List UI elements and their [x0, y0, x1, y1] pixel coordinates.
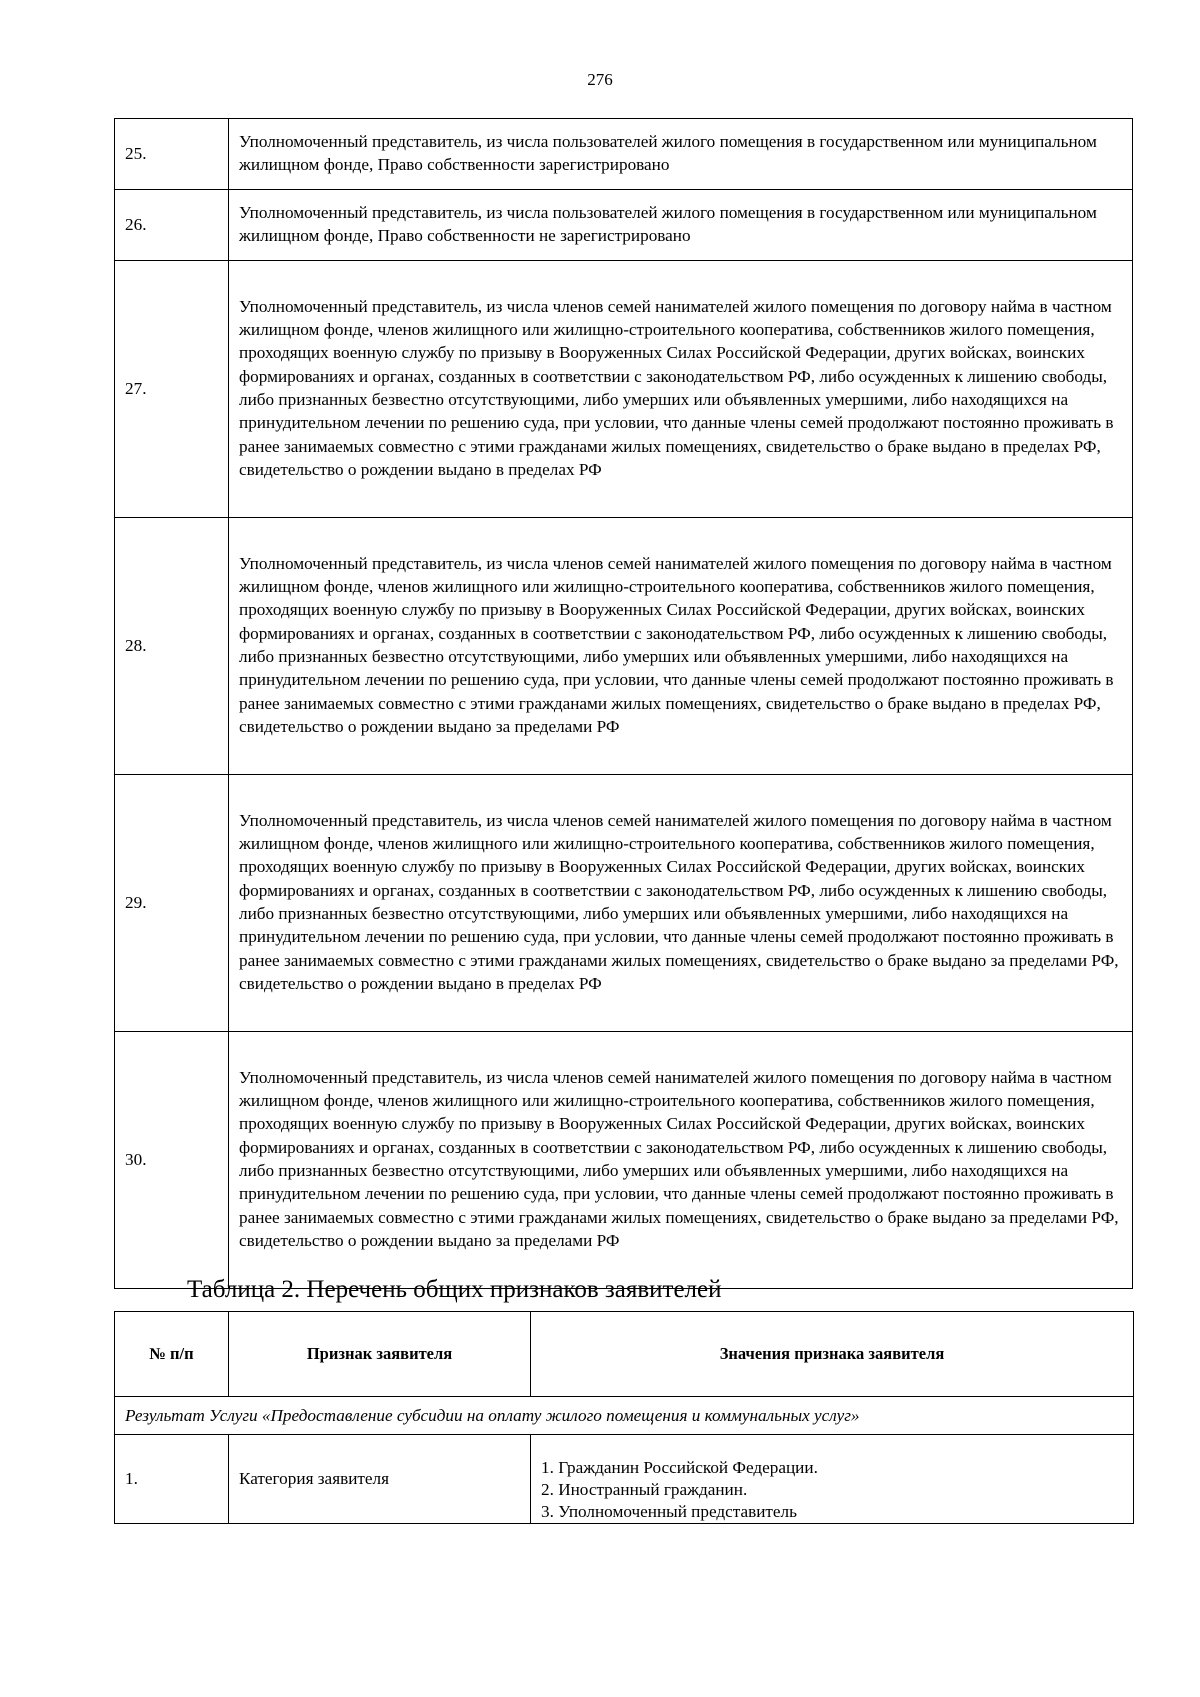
value-item: 2. Иностранный гражданин. [541, 1480, 748, 1499]
row-description: Уполномоченный представитель, из числа членов семей нанимателей жилого помещения по договору найма в частном жилищном фонде, членов жилищного или жилищно-строительного кооператива, собственников жилого помещения, проходящих военную службу по призыву в Вооруженных Силах Российской Федерации, других войсках, воинских формированиях и органах, созданных в соответствии с законодательством РФ, либо осужденных к лишению свободы, либо признанных безвестно отсутствующими, либо умерших или объявленных умершими, либо находящихся на принудительном лечении по решению суда, при условии, что данные члены семей продолжают постоянно проживать в ранее занимаемых совместно с этими гражданами жилых помещениях, свидетельство о браке выдано за пределами РФ, свидетельство о рождении выдано за пределами РФ [229, 1032, 1133, 1289]
table-row [115, 518, 1133, 775]
row-number: 1. [115, 1435, 229, 1524]
section-title: Результат Услуги «Предоставление субсидии на оплату жилого помещения и коммунальных услуг» [115, 1397, 1134, 1435]
row-number: 28. [115, 518, 229, 775]
header-values: Значения признака заявителя [531, 1312, 1134, 1397]
row-description: Уполномоченный представитель, из числа членов семей нанимателей жилого помещения по договору найма в частном жилищном фонде, членов жилищного или жилищно-строительного кооператива, собственников жилого помещения, проходящих военную службу по призыву в Вооруженных Силах Российской Федерации, других войсках, воинских формированиях и органах, созданных в соответствии с законодательством РФ, либо осужденных к лишению свободы, либо признанных безвестно отсутствующими, либо умерших или объявленных умершими, либо находящихся на принудительном лечении по решению суда, при условии, что данные члены семей продолжают постоянно проживать в ранее занимаемых совместно с этими гражданами жилых помещениях, свидетельство о браке выдано в пределах РФ, свидетельство о рождении выдано в пределах РФ [229, 261, 1133, 518]
value-item: 1. Гражданин Российской Федерации. [541, 1458, 818, 1477]
row-number: 29. [115, 775, 229, 1032]
row-number: 26. [115, 190, 229, 261]
section-row [115, 1397, 1134, 1435]
row-description: Уполномоченный представитель, из числа членов семей нанимателей жилого помещения по договору найма в частном жилищном фонде, членов жилищного или жилищно-строительного кооператива, собственников жилого помещения, проходящих военную службу по призыву в Вооруженных Силах Российской Федерации, других войсках, воинских формированиях и органах, созданных в соответствии с законодательством РФ, либо осужденных к лишению свободы, либо признанных безвестно отсутствующими, либо умерших или объявленных умершими, либо находящихся на принудительном лечении по решению суда, при условии, что данные члены семей продолжают постоянно проживать в ранее занимаемых совместно с этими гражданами жилых помещениях, свидетельство о браке выдано в пределах РФ, свидетельство о рождении выдано за пределами РФ [229, 518, 1133, 775]
row-number: 25. [115, 119, 229, 190]
row-number: 27. [115, 261, 229, 518]
table-row [115, 1435, 1134, 1524]
attribute-name: Категория заявителя [229, 1435, 531, 1524]
row-description: Уполномоченный представитель, из числа членов семей нанимателей жилого помещения по договору найма в частном жилищном фонде, членов жилищного или жилищно-строительного кооператива, собственников жилого помещения, проходящих военную службу по призыву в Вооруженных Силах Российской Федерации, других войсках, воинских формированиях и органах, созданных в соответствии с законодательством РФ, либо осужденных к лишению свободы, либо признанных безвестно отсутствующими, либо умерших или объявленных умершими, либо находящихся на принудительном лечении по решению суда, при условии, что данные члены семей продолжают постоянно проживать в ранее занимаемых совместно с этими гражданами жилых помещениях, свидетельство о браке выдано за пределами РФ, свидетельство о рождении выдано в пределах РФ [229, 775, 1133, 1032]
applicant-attributes-table [114, 1311, 1134, 1524]
table-row [115, 1032, 1133, 1289]
table-row [115, 261, 1133, 518]
applicant-variants-table [114, 118, 1133, 1289]
table-row [115, 775, 1133, 1032]
row-description: Уполномоченный представитель, из числа пользователей жилого помещения в государственном или муниципальном жилищном фонде, Право собственности зарегистрировано [229, 119, 1133, 190]
table-header-row [115, 1312, 1134, 1397]
value-item: 3. Уполномоченный представитель [541, 1502, 797, 1521]
attribute-values [531, 1435, 1134, 1524]
row-number: 30. [115, 1032, 229, 1289]
table-row [115, 119, 1133, 190]
table-row [115, 190, 1133, 261]
row-description: Уполномоченный представитель, из числа пользователей жилого помещения в государственном или муниципальном жилищном фонде, Право собственности не зарегистрировано [229, 190, 1133, 261]
table2-title: Таблица 2. Перечень общих признаков заявителей [187, 1276, 722, 1303]
page-number: 276 [587, 70, 613, 89]
header-attribute: Признак заявителя [229, 1312, 531, 1397]
header-number: № п/п [115, 1312, 229, 1397]
